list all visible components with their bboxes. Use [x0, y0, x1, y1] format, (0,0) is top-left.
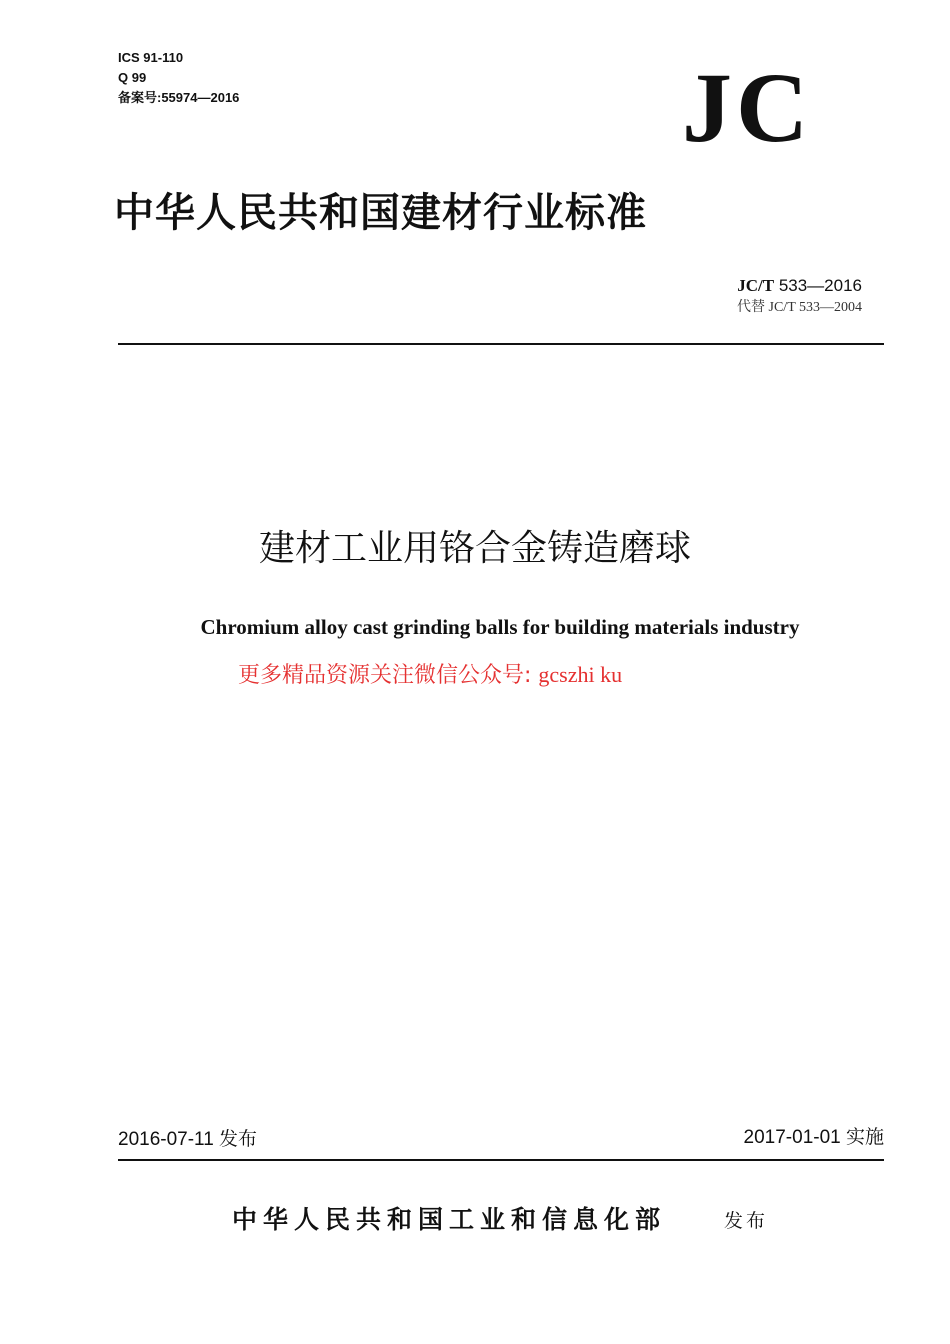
effective-date: 2017-01-01 实施	[743, 1127, 884, 1148]
ics-code: ICS 91-110	[118, 50, 184, 65]
notice-text: 更多精品资源关注微信公众号:	[238, 663, 532, 688]
standard-code-block	[737, 275, 862, 318]
filing-number: 备案号:55974—2016	[118, 90, 240, 105]
jc-logo: JC	[682, 52, 813, 163]
standard-prefix: JC/T	[737, 276, 775, 295]
issuing-authority: 中华人民共和国工业和信息化部	[232, 1205, 667, 1234]
classification-block	[118, 48, 239, 108]
notice-account: gcszhi ku	[538, 662, 623, 687]
publish-date: 2016-07-11 发布	[118, 1129, 258, 1150]
bottom-divider	[118, 1159, 884, 1161]
standard-type-heading: 中华人民共和国建材行业标准	[114, 190, 647, 236]
standard-number-value: 533—2016	[778, 276, 862, 295]
watermark-notice	[238, 660, 622, 691]
replaces-standard: 代替 JC/T 533—2004	[737, 300, 862, 315]
class-code: Q 99	[118, 70, 147, 85]
document-title-en: Chromium alloy cast grinding balls for building materials industry	[200, 615, 800, 639]
standard-number	[737, 275, 862, 297]
issue-action: 发布	[724, 1210, 769, 1232]
top-divider	[118, 343, 884, 345]
document-title-zh: 建材工业用铬合金铸造磨球	[258, 528, 691, 569]
